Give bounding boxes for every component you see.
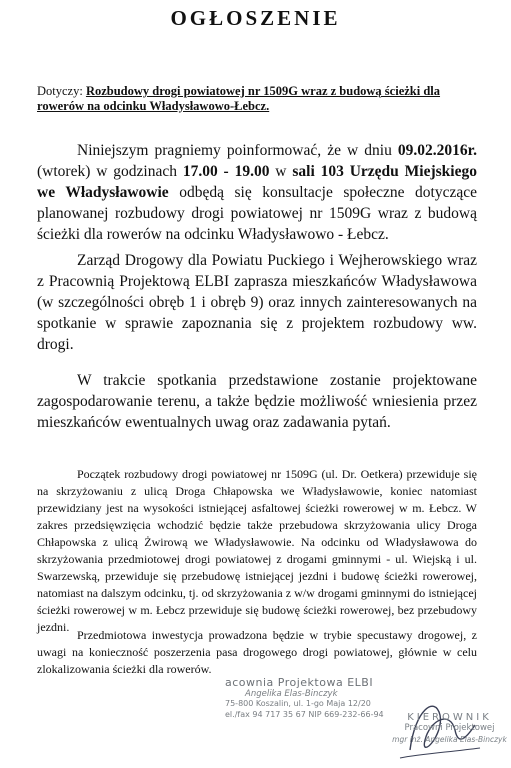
meeting-date: 09.02.2016r.: [397, 142, 477, 159]
company-stamp: [225, 678, 395, 720]
stamp-person: Angelika Elas-Binczyk: [245, 688, 338, 699]
stamp-address: 75-800 Koszalin, ul. 1-go Maja 12/20: [225, 699, 371, 708]
document-title: OGŁOSZENIE: [170, 6, 341, 30]
paragraph-meeting: [37, 140, 477, 245]
manager-seal: [392, 712, 507, 745]
seal-head: KIEROWNIK: [407, 712, 492, 723]
p1-text-2: (wtorek) w godzinach: [37, 163, 183, 180]
paragraph-invitation: [37, 250, 477, 355]
meeting-hours: 17.00 - 19.00: [182, 163, 270, 180]
subject-text: Rozbudowy drogi powiatowej nr 1509G wraz z budową ścieżki dla rowerów na odcinku Władysławowo-Łebcz.: [37, 84, 441, 113]
s1-text: Początek rozbudowy drogi powiatowej nr 1509G (ul. Dr. Oetkera) przewiduje się na skrzyżowaniu z ulicą Droga Chłapowska we Władysławowie, koniec natomiast przewidziany jest na wysokości istniejącej asfaltowej ścieżki rowerowej w m. Łebcz. W zakres przedsięwzięcia wchodzić będzie także przebudowa skrzyżowania ulicy Droga Chłapowska z ulicą Żwirową we Władysławowie. Na odcinku od Władysławowa do skrzyżowania przedmiotowej drogi powiatowej z drogami gminnymi - ul. Wiejską i ul. Swarzewską, przewiduje się przebudowę istniejącej jezdni i budowę ścieżki rowerowej, natomiast na dalszym odcinku, tj. od skrzyżowania z w/w drogami gminnymi do istniejącej ścieżki rowerowej w m. Łebcz przewiduje się budowę ścieżki rowerowej, bez przebudowy jezdni.: [37, 467, 477, 634]
p2-text: Zarząd Drogowy dla Powiatu Puckiego i Wejherowskiego wraz z Pracownią Projektową ELBI zaprasza mieszkańców Władysławowa (w szczególności obręb 1 i obręb 9) oraz innych zainteresowanych na spotkanie w sprawie zapoznania się z projektem rozbudowy ww. drogi.: [37, 252, 477, 353]
subject-line: [37, 84, 477, 114]
p1-text-1: Niniejszym pragniemy poinformować, że w dniu: [77, 142, 398, 159]
paragraph-agenda: [37, 370, 477, 433]
stamp-company-name: acownia Projektowa ELBI: [225, 676, 374, 689]
p3-text: W trakcie spotkania przedstawione zostanie projektowane zagospodarowanie terenu, a także będzie możliwość wniesienia przez mieszkańców ewentualnych uwag oraz zadawania pytań.: [37, 372, 477, 431]
s2-text: Przedmiotowa inwestycja prowadzona będzie w trybie specustawy drogowej, z uwagi na konieczność poszerzenia pasa drogowego drogi powiatowej, głównie w celu zlokalizowania ścieżki dla rowerów.: [37, 628, 477, 676]
p1-text-4: odbędą się konsultacje społeczne dotyczące planowanej rozbudowy drogi powiatowej nr 1509G wraz z budową ścieżki dla rowerów na odcinku Władysławowo - Łebcz.: [37, 184, 477, 243]
stamp-contact: el./fax 94 717 35 67 NIP 669-232-66-94: [225, 709, 384, 719]
seal-sub: Pracowni Projektowej: [404, 723, 495, 733]
paragraph-procedure: [37, 627, 477, 678]
meeting-place: sali 103 Urzędu Miejskiego we Władysławowie: [37, 163, 477, 201]
subject-lead: Dotyczy:: [37, 84, 86, 98]
paragraph-scope: [37, 466, 477, 636]
seal-name: mgr inż. Angelika Elas-Binczyk: [392, 735, 507, 744]
p1-text-3: w: [269, 163, 293, 180]
